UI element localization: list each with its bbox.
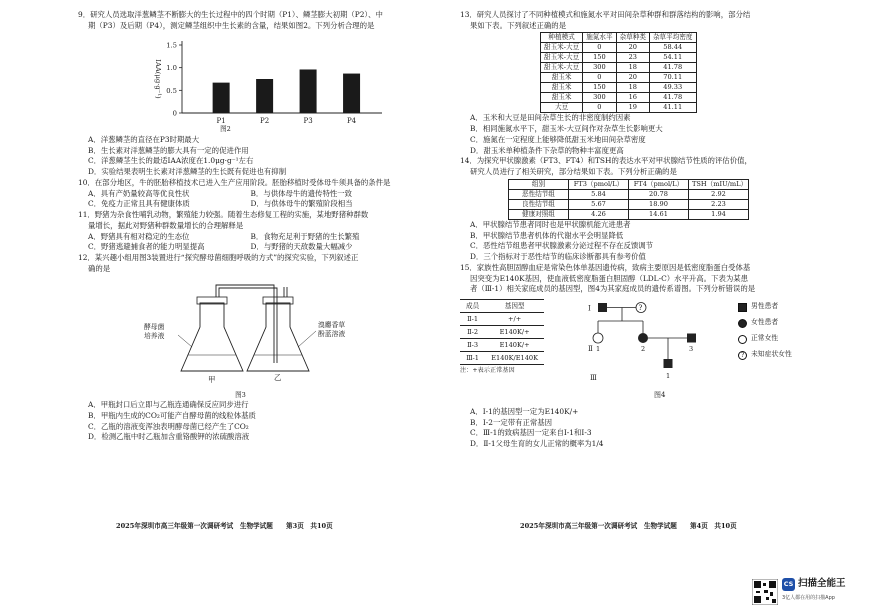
unknown-symptom-mark: ?	[638, 304, 643, 313]
pedigree-II-1-number: 1	[596, 345, 601, 354]
question-14-stem: 14．为探究甲状腺激素（FT3、FT4）和TSH的表达水平对甲状腺结节性质的评估价值，	[460, 156, 752, 166]
weed-table-row-cell: 20	[616, 43, 649, 53]
weed-table-row-cell: 23	[616, 53, 649, 63]
weed-table-row-cell: 300	[583, 93, 616, 103]
question-circle-icon: ?	[738, 351, 747, 360]
weed-table-row-cell: 41.78	[649, 93, 696, 103]
camscanner-logo-icon: CS	[782, 578, 795, 591]
genotype-table-row	[460, 352, 544, 365]
bromothymol-label	[318, 321, 345, 341]
thyroid-table-header-cell: 组别	[509, 179, 569, 189]
legend-label: 正常女性	[751, 334, 779, 343]
q15-option-d: D．Ⅱ-1父母生育的女儿正常的概率为1/4	[470, 439, 604, 449]
weed-table-row-cell: 0	[583, 103, 616, 113]
question-12-stem: 12．某兴趣小组用图3装置进行“探究酵母菌细胞呼吸的方式”的探究实验，下列叙述正	[78, 253, 359, 263]
q10-option-c: C．免疫力正常且具有健康体质	[88, 199, 190, 209]
legend-female-patient	[738, 315, 792, 331]
pedigree-II-1-symbol	[593, 333, 603, 343]
y-tick-label: 0	[172, 109, 177, 118]
weed-table-row-cell: 甜玉米	[541, 83, 583, 93]
genotype-table-note: 注：+表示正常基因	[460, 367, 515, 375]
open-circle-icon	[738, 335, 747, 344]
question-11-stem-cont: 量增长，据此对野猪种群数量增长的合理解释是	[88, 220, 244, 230]
q12-option-d: D．检测乙瓶中时乙瓶加含重铬酸钾的浓硫酸溶液	[88, 432, 250, 442]
weed-table-row-cell: 20	[616, 73, 649, 83]
weed-table-row-cell: 54.11	[649, 53, 696, 63]
weed-table-row-cell: 18	[616, 63, 649, 73]
genotype-table-row-cell: E140K/+	[485, 326, 544, 339]
weed-table-header-cell: 杂草平均密度	[649, 33, 696, 43]
weed-table-row-cell: 41.11	[649, 103, 696, 113]
thyroid-table-header	[509, 179, 749, 189]
x-tick-label: P4	[346, 117, 357, 126]
weed-table-row-cell: 甜玉米-大豆	[541, 53, 583, 63]
filled-square-icon	[738, 303, 747, 312]
weed-table-row-cell: 150	[583, 53, 616, 63]
weed-table-row-cell: 16	[616, 93, 649, 103]
weed-table-header-cell: 施氮水平	[583, 33, 616, 43]
question-15-stem: 15．家族性高胆固醇血症是常染色体单基因遗传病，致病主要原因是低密度脂蛋白受体基	[460, 262, 751, 272]
legend-male-patient	[738, 299, 792, 315]
q10-option-a: A．具有产奶量较高等优良性状	[88, 188, 190, 198]
weed-table-row-cell: 18	[616, 83, 649, 93]
q9-option-c: C．洋葱鳞茎生长的最适IAA浓度在1.0μg·g⁻¹左右	[88, 156, 254, 166]
figure-4-caption: 图4	[654, 391, 666, 400]
question-12-stem-cont: 确的是	[88, 263, 111, 273]
thyroid-table-row-cell: 恶性结节组	[509, 189, 569, 199]
weed-table-row	[541, 73, 697, 83]
bar-p2	[256, 79, 273, 113]
weed-table-row-cell: 19	[616, 103, 649, 113]
weed-table-header-cell: 种植模式	[541, 33, 583, 43]
pedigree-III-1-symbol	[664, 359, 673, 368]
question-12	[78, 253, 413, 443]
q9-option-a: A．洋葱鳞茎的直径在P3时期最大	[88, 135, 200, 145]
weed-table-row-cell: 大豆	[541, 103, 583, 113]
q12-option-c: C．乙瓶的溶液变浑浊表明酵母菌已经产生了CO₂	[88, 421, 249, 431]
genotype-table-row-cell: E140K/+	[485, 339, 544, 352]
question-15-stem-cont-2: 者（Ⅲ-1）相关家庭成员的基因型，图4为其家庭成员的遗传系谱图。下列分析错误的是	[470, 284, 756, 294]
q15-option-a: A．Ⅰ-1的基因型一定为E140K/+	[470, 407, 579, 417]
q14-option-b: B．甲状腺结节患者机体的代谢水平会明显降低	[470, 230, 624, 240]
q15-option-b: B．Ⅰ-2一定带有正常基因	[470, 417, 553, 427]
thyroid-table-row-cell: 良性结节组	[509, 199, 569, 209]
genotype-table-header-cell: 基因型	[485, 300, 544, 313]
yeast-culture-label	[144, 323, 164, 343]
question-15	[460, 263, 805, 450]
pedigree-III-1-number: 1	[666, 372, 671, 381]
q11-options-row-2	[78, 242, 413, 253]
weed-table-row-cell: 0	[583, 43, 616, 53]
thyroid-table-header-cell: FT3（pmol/L）	[569, 179, 629, 189]
question-9-stem: 9．研究人员选取洋葱鳞茎不断膨大的生长过程中的四个时期（P1）、鳞茎膨大初期（P2）、中	[78, 10, 383, 19]
weed-table-header	[541, 33, 697, 43]
q9-option-b: B．生长素对洋葱鳞茎的膨大具有一定的促进作用	[88, 145, 249, 155]
thyroid-table-row-cell: 2.23	[689, 199, 749, 209]
q15-option-c: C．Ⅲ-1的致病基因一定来自Ⅰ-1和Ⅰ-3	[470, 428, 592, 438]
y-tick-label: 1.0	[166, 64, 177, 73]
thyroid-table-header-cell: TSH（mIU/mL）	[689, 179, 749, 189]
legend-normal-female	[738, 331, 792, 347]
right-page	[460, 10, 805, 450]
question-15-stem-cont-1: 因突变为E140K基因，使血液低密度脂蛋白胆固醇（LDL-C）水平升高。下表为某患	[470, 273, 749, 283]
pedigree-II-2-number: 2	[641, 345, 646, 354]
q11-option-b: B．食物充足利于野猪的生长繁殖	[250, 231, 360, 241]
question-11	[78, 210, 413, 253]
weed-table-row	[541, 103, 697, 113]
yeast-label-line-2: 培养液	[144, 332, 165, 341]
genotype-table-header	[460, 300, 544, 313]
x-tick-label: P1	[216, 117, 226, 126]
gen-label-I: Ⅰ	[588, 304, 591, 313]
camscanner-watermark	[752, 574, 862, 610]
bar-p1	[213, 83, 230, 113]
weed-table-row	[541, 53, 697, 63]
weed-table	[540, 32, 697, 113]
thyroid-table-row-cell: 5.84	[569, 189, 629, 199]
q10-options-row-2	[78, 199, 413, 210]
right-page-footer: 2025年深圳市高三年级第一次调研考试 生物学试题 第4页 共10页	[520, 522, 737, 530]
q10-options-row-1	[78, 189, 413, 200]
question-14-stem-cont: 研究人员进行了相关研究，部分结果如下表。下列分析正确的是	[470, 167, 677, 177]
q13-option-d: D．甜玉米单种植条件下杂草的物种丰富度更高	[470, 145, 624, 155]
pedigree-I-1-symbol	[598, 303, 607, 312]
thyroid-table-row-cell: 20.78	[629, 189, 689, 199]
y-tick-label: 0.5	[166, 87, 177, 96]
thyroid-table-body	[509, 189, 749, 219]
weed-table-row-cell: 甜玉米	[541, 93, 583, 103]
question-14	[460, 156, 805, 262]
q9-option-d: D．实验结果表明生长素对洋葱鳞茎的生长既有促进也有抑制	[88, 167, 287, 177]
pedigree-II-3-symbol	[687, 334, 696, 343]
thyroid-table-row-cell: 1.94	[689, 209, 749, 219]
weed-table-header-cell: 杂草种类	[616, 33, 649, 43]
genotype-table-row-cell: Ⅲ-1	[460, 352, 485, 365]
genotype-table-row-cell: E140K/E140K	[485, 352, 544, 365]
y-tick-label: 1.5	[166, 41, 177, 50]
flask-yi-label: 乙	[274, 372, 282, 382]
pedigree-II-2-symbol	[638, 333, 648, 343]
figure-3	[78, 275, 413, 393]
thyroid-table-row	[509, 199, 749, 209]
q11-options-row-1	[78, 232, 413, 243]
q12-option-a: A．甲瓶封口后立即与乙瓶连通确保反应同步进行	[88, 400, 249, 410]
question-9	[78, 10, 413, 178]
genotype-table-header-cell: 成员	[460, 300, 485, 313]
q11-option-a: A．野猪具有相对稳定的生态位	[88, 231, 190, 241]
legend-unknown-female	[738, 347, 792, 363]
q13-option-c: C．施氮在一定程度上能够降低甜玉米地田间杂草密度	[470, 134, 646, 144]
question-13	[460, 10, 805, 156]
thyroid-table-header-cell: FT4（pmol/L）	[629, 179, 689, 189]
q11-option-c: C．野猪逃避捕食者的能力明显提高	[88, 242, 205, 252]
figure-4-area	[460, 297, 805, 407]
thyroid-table-row	[509, 189, 749, 199]
camscanner-slogan: 3亿人都在用的扫描App	[782, 595, 835, 601]
flask-jia-label: 甲	[208, 374, 216, 384]
weed-table-row-cell: 甜玉米-大豆	[541, 43, 583, 53]
filled-circle-icon	[738, 319, 747, 328]
flask-apparatus-diagram	[78, 275, 413, 379]
weed-table-row	[541, 83, 697, 93]
weed-table-row-cell: 150	[583, 83, 616, 93]
q10-option-d: D．与供体母牛的繁殖阶段相当	[250, 199, 353, 209]
weed-table-row	[541, 43, 697, 53]
question-11-stem: 11．野猪为杂食性哺乳动物，繁殖能力较强。随着生态修复工程的实施，某地野猪种群数	[78, 210, 369, 220]
weed-table-body	[541, 43, 697, 113]
weed-table-row-cell: 58.44	[649, 43, 696, 53]
legend-label: 未知症状女性	[751, 350, 792, 359]
q11-option-d: D．与野猪的天敌数量大幅减少	[250, 242, 353, 252]
genotype-table-row-cell: +/+	[485, 313, 544, 326]
thyroid-table-row-cell: 健康对照组	[509, 209, 569, 219]
bromothymol-label-line-2: 酚蓝溶液	[318, 330, 346, 339]
pedigree-II-3-number: 3	[689, 345, 694, 354]
weed-table-row-cell: 49.33	[649, 83, 696, 93]
genotype-table-row	[460, 326, 544, 339]
bar-p4	[343, 74, 360, 113]
question-10	[78, 178, 413, 210]
gen-label-III: Ⅲ	[590, 374, 597, 383]
qr-code-icon	[752, 579, 778, 605]
thyroid-table	[508, 179, 749, 220]
pedigree-chart	[588, 297, 728, 401]
genotype-table-row-cell: Ⅱ-1	[460, 313, 485, 326]
thyroid-table-row-cell: 18.90	[629, 199, 689, 209]
thyroid-table-row	[509, 209, 749, 219]
pedigree-legend	[738, 299, 792, 363]
x-tick-label: P3	[303, 117, 313, 126]
question-13-stem: 13．研究人员探讨了不同种植模式和施氮水平对田间杂草种群和群落结构的影响，部分结	[460, 10, 751, 19]
y-axis-label: IAA(μg·g⁻¹)	[154, 59, 162, 100]
weed-table-row	[541, 63, 697, 73]
weed-table-row-cell: 甜玉米	[541, 73, 583, 83]
genotype-table-row	[460, 339, 544, 352]
thyroid-table-row-cell: 4.26	[569, 209, 629, 219]
question-13-stem-cont: 果如下表。下列叙述正确的是	[470, 20, 567, 30]
genotype-table-wrap	[460, 299, 544, 376]
thyroid-table-row-cell: 2.92	[689, 189, 749, 199]
genotype-table-row-cell: Ⅱ-3	[460, 339, 485, 352]
q13-option-a: A．玉米和大豆是田间杂草生长的非密度制约因素	[470, 113, 631, 123]
q13-option-b: B．相同施氮水平下，甜玉米-大豆间作对杂草生长影响更大	[470, 124, 663, 134]
q10-option-b: B．与供体母牛的遗传特性一致	[250, 188, 353, 198]
x-tick-label: P2	[260, 117, 270, 126]
q14-option-c: C．恶性结节组患者甲状腺激素分泌过程不存在反馈调节	[470, 241, 654, 251]
weed-table-row-cell: 41.78	[649, 63, 696, 73]
bar-p3	[300, 70, 317, 114]
question-9-stem-cont: 期（P3）及后期（P4），测定鳞茎组织中生长素的含量，结果如图2。下列分析合理的是	[88, 20, 375, 30]
legend-label: 男性患者	[751, 302, 779, 311]
bromothymol-label-line-1: 溴麝香草	[318, 320, 346, 329]
gen-label-II: Ⅱ	[588, 345, 593, 354]
left-page	[78, 10, 413, 443]
figure-3-caption: 图3	[235, 390, 246, 399]
q14-option-d: D．三个指标对于恶性结节的临床诊断都具有参考价值	[470, 252, 646, 262]
figure-2-caption: 图2	[220, 125, 231, 134]
weed-table-row	[541, 93, 697, 103]
weed-table-row-cell: 0	[583, 73, 616, 83]
genotype-table-row-cell: Ⅱ-2	[460, 326, 485, 339]
legend-label: 女性患者	[751, 318, 779, 327]
question-10-stem: 10．在部分地区，牛的胚胎移植技术已进入生产应用阶段。胚胎移植时受体母牛须具备的条件是	[78, 177, 391, 187]
thyroid-table-row-cell: 14.61	[629, 209, 689, 219]
left-page-footer: 2025年深圳市高三年级第一次调研考试 生物学试题 第3页 共10页	[116, 522, 333, 530]
iaa-bar-chart	[138, 33, 388, 125]
weed-table-row-cell: 甜玉米-大豆	[541, 63, 583, 73]
q12-option-b: B．甲瓶内生成的CO₂可能产自酵母菌的线粒体基质	[88, 410, 256, 420]
weed-table-row-cell: 300	[583, 63, 616, 73]
weed-table-row-cell: 70.11	[649, 73, 696, 83]
genotype-table	[460, 299, 544, 365]
genotype-table-body	[460, 313, 544, 365]
q14-option-a: A．甲状腺结节患者同时也是甲状腺机能亢进患者	[470, 219, 631, 229]
yeast-label-line-1: 酵母菌	[144, 322, 165, 331]
thyroid-table-row-cell: 5.67	[569, 199, 629, 209]
camscanner-app-name: 扫描全能王	[798, 578, 846, 589]
genotype-table-row	[460, 313, 544, 326]
